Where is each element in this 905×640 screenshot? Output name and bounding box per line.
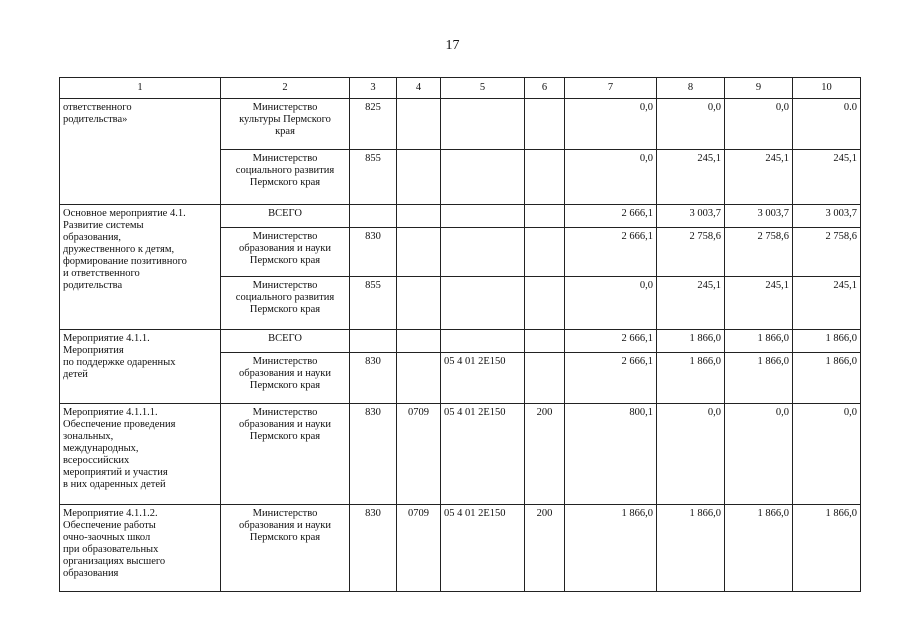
column-header: 8 [657, 78, 725, 99]
column-header: 4 [397, 78, 441, 99]
amount-cell-col8: 1 866,0 [657, 505, 725, 592]
expense-type-cell [525, 150, 565, 205]
ministry-code-cell: 855 [350, 150, 397, 205]
amount-cell-col9: 3 003,7 [725, 205, 793, 228]
amount-cell-col10: 1 866,0 [793, 330, 861, 353]
table-row [60, 404, 861, 505]
expense-type-cell: 200 [525, 404, 565, 505]
column-header: 3 [350, 78, 397, 99]
target-article-cell [441, 228, 525, 277]
amount-cell-col8: 1 866,0 [657, 353, 725, 404]
ministry-code-cell: 830 [350, 353, 397, 404]
amount-cell-col9: 0,0 [725, 99, 793, 150]
target-article-cell [441, 277, 525, 330]
column-header: 10 [793, 78, 861, 99]
amount-cell-col8: 1 866,0 [657, 330, 725, 353]
column-header: 9 [725, 78, 793, 99]
amount-cell-col9: 245,1 [725, 150, 793, 205]
amount-cell-col7: 2 666,1 [565, 228, 657, 277]
section-code-cell: 0709 [397, 505, 441, 592]
amount-cell-col10: 0,0 [793, 404, 861, 505]
section-code-cell: 0709 [397, 404, 441, 505]
column-header: 1 [60, 78, 221, 99]
ministry-code-cell [350, 205, 397, 228]
activity-name-cell: Мероприятие 4.1.1.1. Обеспечение проведения зональных, международных, всероссийских мероприятий и участия в них одаренных детей [60, 404, 221, 505]
target-article-cell [441, 150, 525, 205]
executor-cell: Министерство образования и науки Пермского края [221, 505, 350, 592]
executor-cell: Министерство образования и науки Пермского края [221, 353, 350, 404]
amount-cell-col7: 0,0 [565, 99, 657, 150]
section-code-cell [397, 150, 441, 205]
target-article-cell: 05 4 01 2Е150 [441, 404, 525, 505]
amount-cell-col8: 2 758,6 [657, 228, 725, 277]
amount-cell-col8: 0,0 [657, 99, 725, 150]
expense-type-cell [525, 205, 565, 228]
expense-type-cell: 200 [525, 505, 565, 592]
target-article-cell [441, 330, 525, 353]
amount-cell-col7: 0,0 [565, 277, 657, 330]
amount-cell-col9: 0,0 [725, 404, 793, 505]
ministry-code-cell: 855 [350, 277, 397, 330]
amount-cell-col7: 2 666,1 [565, 205, 657, 228]
amount-cell-col7: 2 666,1 [565, 330, 657, 353]
amount-cell-col9: 1 866,0 [725, 353, 793, 404]
amount-cell-col8: 245,1 [657, 150, 725, 205]
amount-cell-col7: 2 666,1 [565, 353, 657, 404]
ministry-code-cell [350, 330, 397, 353]
expense-type-cell [525, 228, 565, 277]
amount-cell-col8: 3 003,7 [657, 205, 725, 228]
executor-cell: Министерство социального развития Пермского края [221, 150, 350, 205]
column-header: 7 [565, 78, 657, 99]
amount-cell-col10: 245,1 [793, 150, 861, 205]
target-article-cell [441, 99, 525, 150]
section-code-cell [397, 99, 441, 150]
amount-cell-col7: 800,1 [565, 404, 657, 505]
table-row [60, 505, 861, 592]
column-header: 2 [221, 78, 350, 99]
expense-type-cell [525, 353, 565, 404]
target-article-cell: 05 4 01 2Е150 [441, 505, 525, 592]
ministry-code-cell: 830 [350, 505, 397, 592]
target-article-cell [441, 205, 525, 228]
executor-cell: Министерство социального развития Пермского края [221, 277, 350, 330]
column-header: 5 [441, 78, 525, 99]
section-code-cell [397, 330, 441, 353]
section-code-cell [397, 228, 441, 277]
header-row [60, 78, 861, 99]
activity-name-cell: Основное мероприятие 4.1. Развитие системы образования, дружественного к детям, формирование позитивного и ответственного родительства [60, 205, 221, 330]
section-code-cell [397, 353, 441, 404]
expense-type-cell [525, 99, 565, 150]
activity-name-cell: ответственного родительства» [60, 99, 221, 205]
table-row [60, 205, 861, 228]
amount-cell-col9: 1 866,0 [725, 505, 793, 592]
amount-cell-col10: 2 758,6 [793, 228, 861, 277]
ministry-code-cell: 825 [350, 99, 397, 150]
activity-name-cell: Мероприятие 4.1.1. Мероприятия по поддержке одаренных детей [60, 330, 221, 404]
amount-cell-col10: 1 866,0 [793, 505, 861, 592]
table-row [60, 99, 861, 150]
activity-name-cell: Мероприятие 4.1.1.2. Обеспечение работы очно-заочных школ при образовательных организациях высшего образования [60, 505, 221, 592]
amount-cell-col7: 0,0 [565, 150, 657, 205]
amount-cell-col9: 1 866,0 [725, 330, 793, 353]
executor-cell: ВСЕГО [221, 330, 350, 353]
budget-table [59, 77, 861, 592]
ministry-code-cell: 830 [350, 228, 397, 277]
executor-cell: Министерство культуры Пермского края [221, 99, 350, 150]
ministry-code-cell: 830 [350, 404, 397, 505]
expense-type-cell [525, 330, 565, 353]
section-code-cell [397, 277, 441, 330]
amount-cell-col8: 245,1 [657, 277, 725, 330]
amount-cell-col10: 245,1 [793, 277, 861, 330]
amount-cell-col10: 1 866,0 [793, 353, 861, 404]
executor-cell: ВСЕГО [221, 205, 350, 228]
amount-cell-col8: 0,0 [657, 404, 725, 505]
amount-cell-col9: 245,1 [725, 277, 793, 330]
page-number: 17 [445, 38, 460, 53]
executor-cell: Министерство образования и науки Пермского края [221, 404, 350, 505]
expense-type-cell [525, 277, 565, 330]
target-article-cell: 05 4 01 2Е150 [441, 353, 525, 404]
amount-cell-col10: 3 003,7 [793, 205, 861, 228]
amount-cell-col9: 2 758,6 [725, 228, 793, 277]
section-code-cell [397, 205, 441, 228]
amount-cell-col7: 1 866,0 [565, 505, 657, 592]
amount-cell-col10: 0.0 [793, 99, 861, 150]
column-header: 6 [525, 78, 565, 99]
executor-cell: Министерство образования и науки Пермского края [221, 228, 350, 277]
table-row [60, 330, 861, 353]
